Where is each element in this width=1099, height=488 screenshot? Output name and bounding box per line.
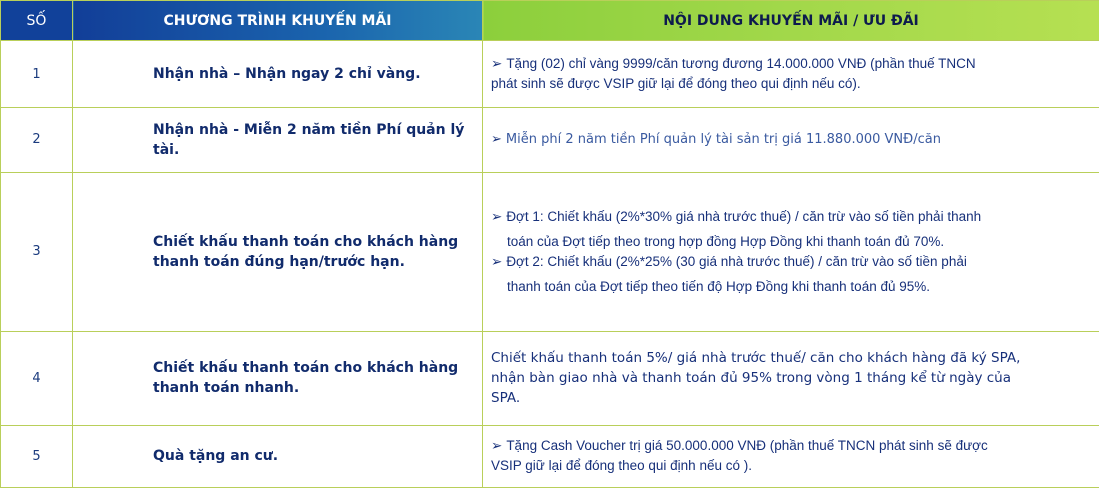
content-line: nhận bàn giao nhà và thanh toán đủ 95% trong vòng 1 tháng kể từ ngày của	[491, 370, 1012, 387]
arrow-bullet-icon: ➢	[491, 253, 503, 269]
content-line: Đợt 2: Chiết khấu (2%*25% (30 giá nhà trước thuế) / căn trừ vào số tiền phải	[506, 253, 967, 269]
table-row	[1, 172, 1099, 331]
content-line: phát sinh sẽ được VSIP giữ lại để đóng theo qui định nếu có).	[491, 76, 861, 92]
row-number: 4	[1, 331, 73, 425]
row-number: 5	[1, 425, 73, 487]
program-line: thanh toán nhanh.	[153, 380, 300, 397]
arrow-bullet-icon: ➢	[491, 208, 503, 224]
promotion-content	[483, 331, 1099, 425]
table-header-row	[1, 1, 1099, 41]
content-line: Chiết khấu thanh toán 5%/ giá nhà trước thuế/ căn cho khách hàng đã ký SPA,	[491, 350, 1021, 367]
arrow-bullet-icon: ➢	[491, 131, 502, 147]
promotion-content	[483, 41, 1099, 108]
table-row	[1, 108, 1099, 172]
header-program: CHƯƠNG TRÌNH KHUYẾN MÃI	[73, 1, 483, 41]
content-line: Đợt 1: Chiết khấu (2%*30% giá nhà trước thuế) / căn trừ vào số tiền phải thanh	[506, 208, 982, 224]
content-line: Miễn phí 2 năm tiền Phí quản lý tài sản trị giá 11.880.000 VNĐ/căn	[505, 131, 941, 147]
arrow-bullet-icon: ➢	[491, 56, 503, 72]
row-number: 3	[1, 172, 73, 331]
content-line: toán của Đợt tiếp theo trong hợp đồng Hợp Đồng khi thanh toán đủ 70%.	[507, 233, 945, 249]
content-line: thanh toán của Đợt tiếp theo tiến độ Hợp Đồng khi thanh toán đủ 95%.	[507, 278, 930, 294]
program-line: thanh toán đúng hạn/trước hạn.	[153, 253, 405, 270]
header-content: NỘI DUNG KHUYẾN MÃI / ƯU ĐÃI	[483, 1, 1099, 41]
row-number: 1	[1, 41, 73, 108]
content-line: VSIP giữ lại để đóng theo qui định nếu có ).	[491, 458, 752, 474]
promotion-content	[483, 172, 1099, 331]
arrow-bullet-icon: ➢	[491, 438, 503, 454]
promotion-content	[483, 108, 1099, 172]
program-line: Chiết khấu thanh toán cho khách hàng	[153, 360, 459, 377]
content-line: Tặng Cash Voucher trị giá 50.000.000 VNĐ (phần thuế TNCN phát sinh sẽ được	[506, 438, 988, 454]
program-name: Nhận nhà – Nhận ngay 2 chỉ vàng.	[73, 41, 483, 108]
program-name	[73, 331, 483, 425]
program-name	[73, 172, 483, 331]
content-line: Tặng (02) chỉ vàng 9999/căn tương đương 14.000.000 VNĐ (phần thuế TNCN	[506, 56, 976, 72]
program-line: Chiết khấu thanh toán cho khách hàng	[153, 233, 459, 250]
table-row	[1, 41, 1099, 108]
promotion-content	[483, 425, 1099, 487]
row-number: 2	[1, 108, 73, 172]
content-line: SPA.	[491, 390, 521, 407]
program-name: Nhận nhà - Miễn 2 năm tiền Phí quản lý tài.	[73, 108, 483, 172]
table-row	[1, 425, 1099, 487]
table-row	[1, 331, 1099, 425]
program-name: Quà tặng an cư.	[73, 425, 483, 487]
header-no: SỐ	[1, 1, 73, 41]
